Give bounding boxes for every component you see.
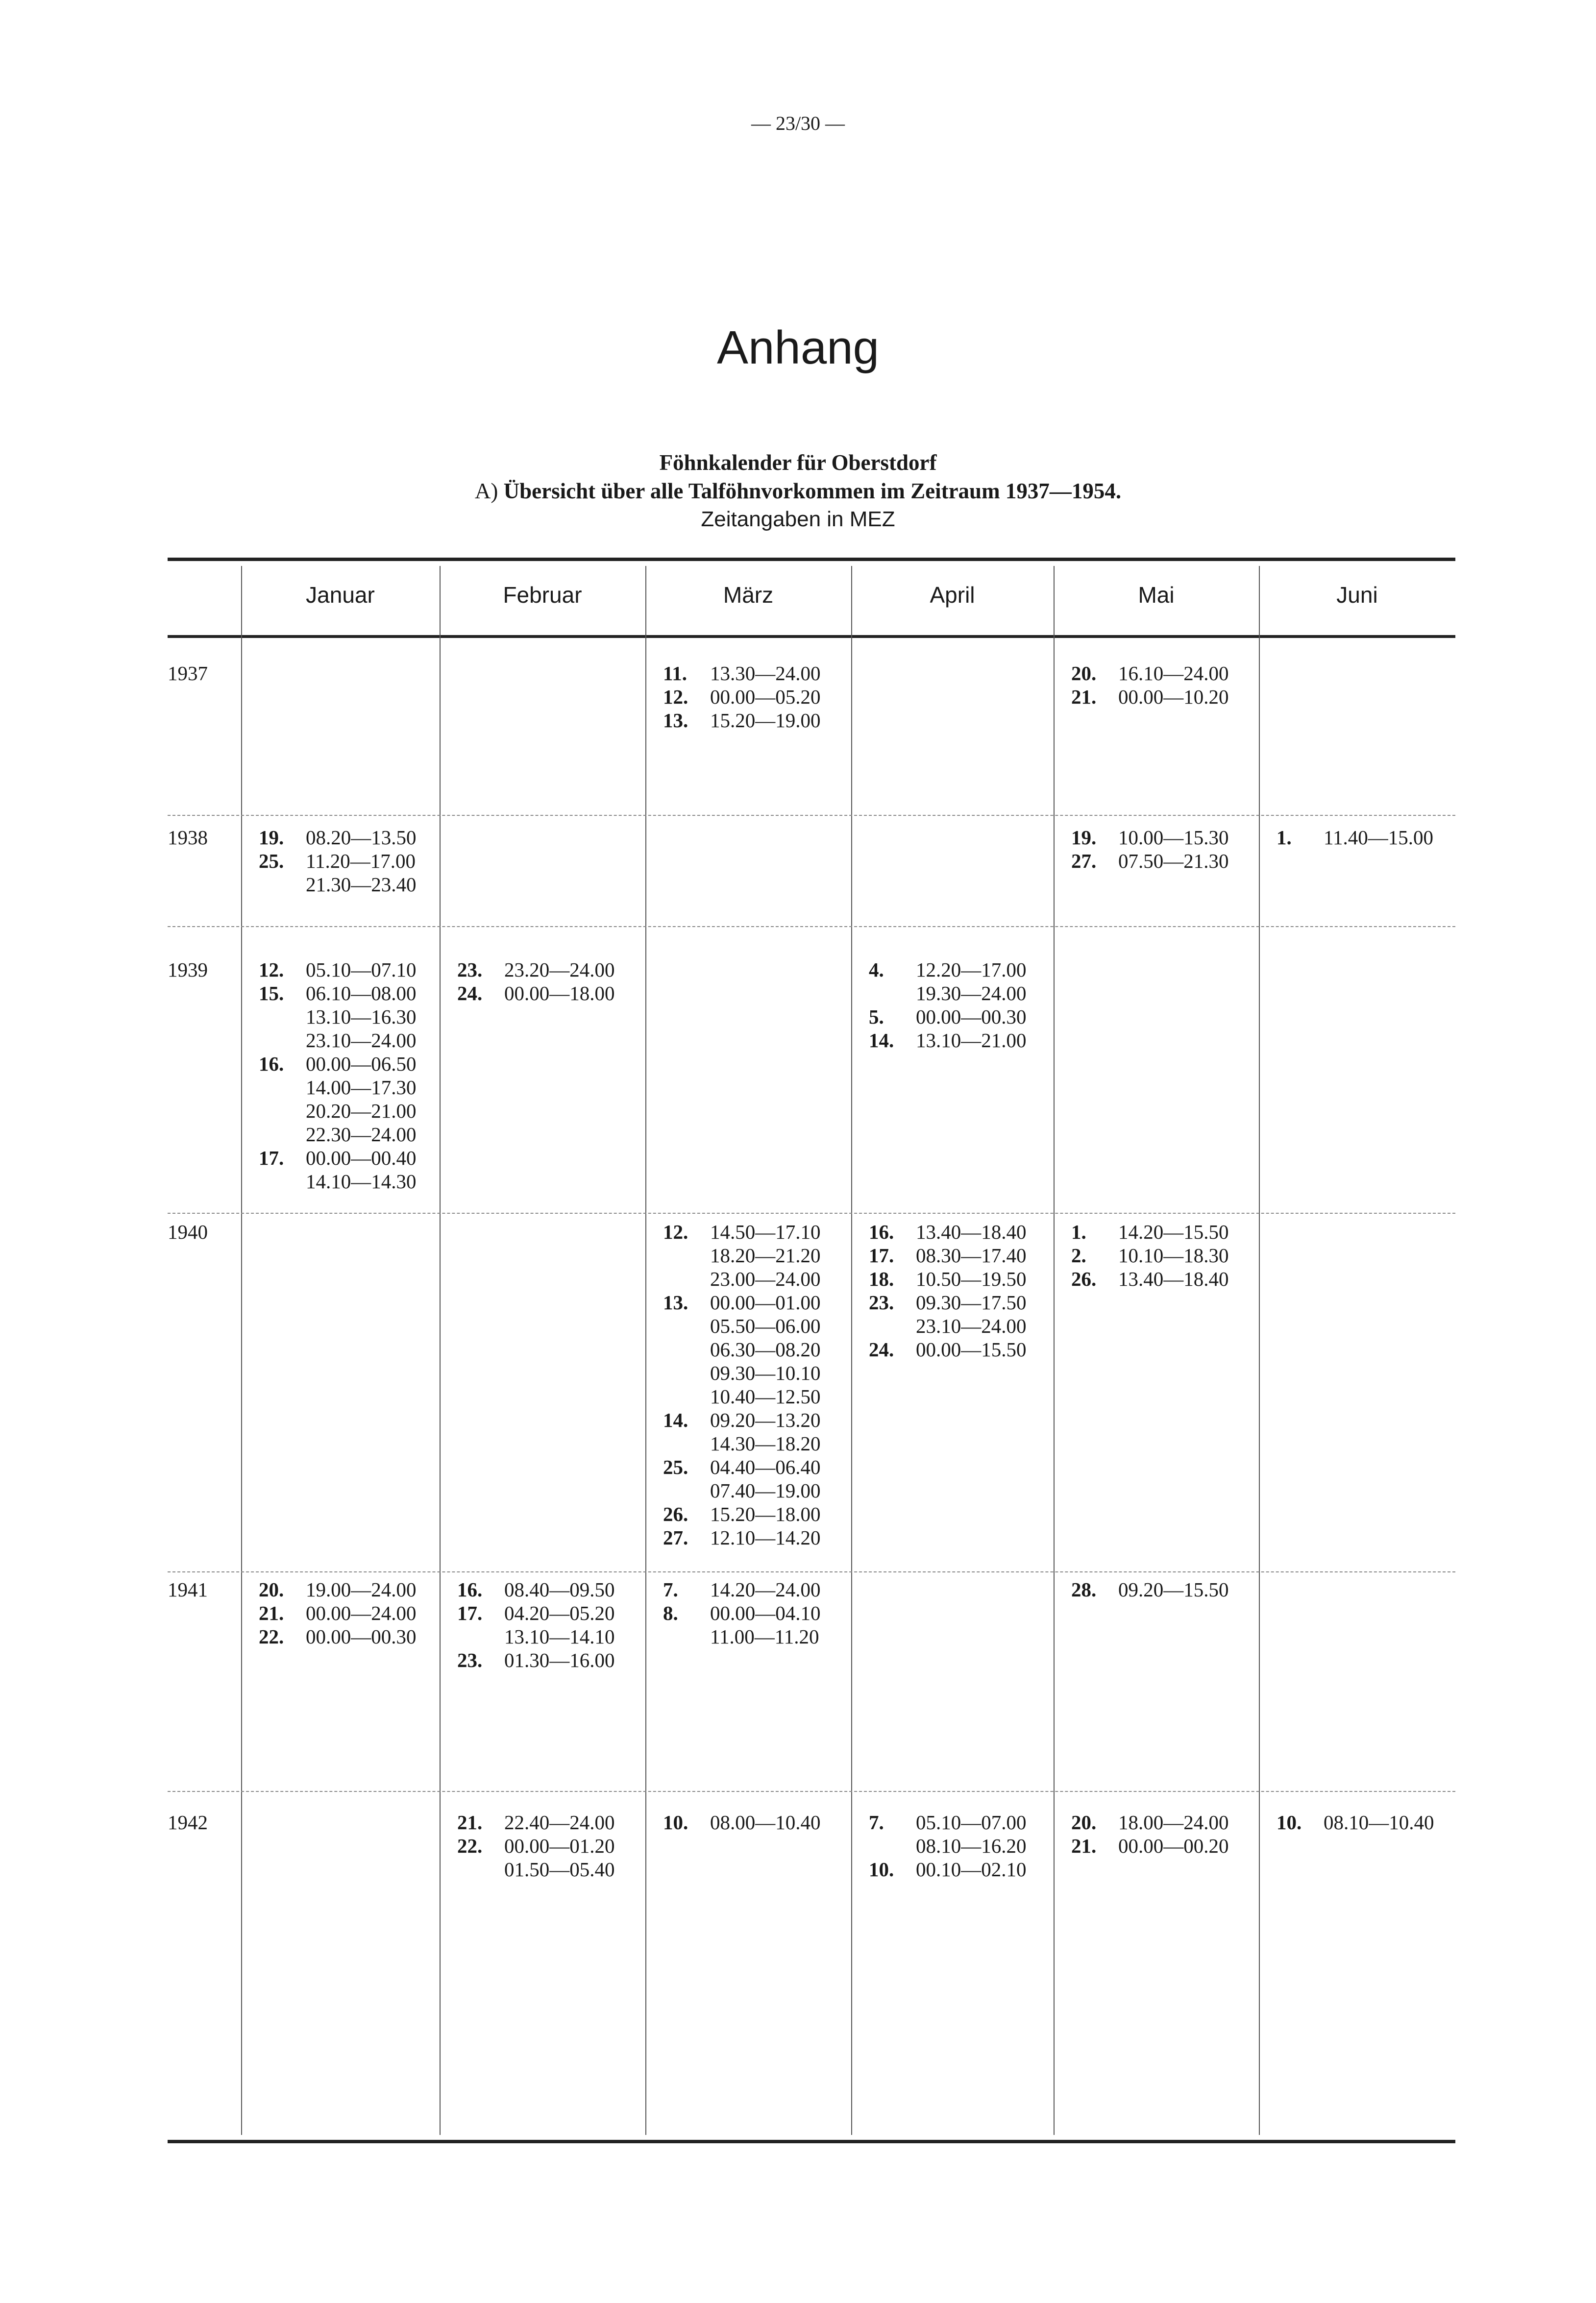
column-divider: [1054, 566, 1055, 2135]
event-day: 25.: [663, 1456, 688, 1478]
event-time-range: 13.40—18.40: [916, 1221, 1027, 1243]
calendar-cell: [869, 1811, 1047, 1881]
event-day: 14.: [869, 1029, 894, 1052]
event-time-range: 08.40—09.50: [504, 1578, 615, 1601]
calendar-cell: [1071, 1811, 1252, 1858]
event-day: 25.: [259, 850, 284, 872]
event-time-range: 07.40—19.00: [710, 1479, 821, 1502]
event-day: 2.: [1071, 1244, 1086, 1267]
event-day: 12.: [259, 958, 284, 981]
event-time-range: 14.00—17.30: [306, 1076, 417, 1099]
foehn-event: [869, 958, 1047, 981]
event-time-range: 08.30—17.40: [916, 1244, 1027, 1267]
calendar-cell: [869, 1220, 1047, 1361]
event-time-range: 14.20—15.50: [1118, 1221, 1229, 1243]
calendar-cell: [1277, 1811, 1449, 1834]
year-label: 1942: [168, 1811, 208, 1834]
event-time-range: 15.20—19.00: [710, 709, 821, 732]
year-row-separator: [168, 926, 1455, 927]
year-row-separator: [168, 1791, 1455, 1792]
event-day: 27.: [663, 1526, 688, 1549]
event-time-range: 12.10—14.20: [710, 1526, 821, 1549]
event-day: 26.: [1071, 1268, 1097, 1290]
event-time-range: 07.50—21.30: [1118, 850, 1229, 872]
event-day: 7.: [663, 1578, 678, 1601]
event-day: [663, 1385, 710, 1408]
event-time-range: 00.00—00.20: [1118, 1835, 1229, 1857]
event-day: [663, 1267, 710, 1291]
event-day: 24.: [869, 1338, 894, 1361]
foehn-event: [869, 1811, 1047, 1834]
event-time-range: 14.30—18.20: [710, 1432, 821, 1455]
foehn-event: [1071, 1834, 1252, 1858]
foehn-event: [1071, 1267, 1252, 1291]
event-time-range: 05.50—06.00: [710, 1315, 821, 1337]
foehn-event: [1071, 1220, 1252, 1244]
table-subtitle: [0, 477, 1596, 505]
foehn-event: [457, 1834, 638, 1858]
foehn-event: [869, 1267, 1047, 1291]
foehn-event: [663, 685, 844, 709]
foehn-event: [457, 958, 638, 981]
foehn-event: [869, 1244, 1047, 1267]
event-day: 20.: [1071, 662, 1097, 685]
event-day: 1.: [1277, 826, 1292, 849]
event-day: [259, 873, 306, 896]
foehn-event: [1071, 849, 1252, 873]
event-time-range: 06.10—08.00: [306, 982, 417, 1004]
event-time-range: 14.20—24.00: [710, 1578, 821, 1601]
event-time-range: 05.10—07.00: [916, 1811, 1027, 1834]
event-time-range: 10.50—19.50: [916, 1268, 1027, 1290]
foehn-event: [663, 1267, 844, 1291]
foehn-event: [259, 826, 433, 849]
event-day: [869, 1314, 916, 1338]
event-day: [869, 981, 916, 1005]
column-divider: [241, 566, 242, 2135]
foehn-event: [457, 1601, 638, 1625]
event-time-range: 00.00—00.30: [916, 1005, 1027, 1028]
event-day: [663, 1479, 710, 1502]
event-time-range: 13.30—24.00: [710, 662, 821, 685]
calendar-cell: [259, 958, 433, 1193]
calendar-cell: [1071, 1578, 1252, 1601]
event-day: 16.: [869, 1221, 894, 1243]
month-header-juni: Juni: [1336, 582, 1378, 608]
event-time-range: 09.20—15.50: [1118, 1578, 1229, 1601]
event-time-range: 23.00—24.00: [710, 1268, 821, 1290]
event-time-range: 01.30—16.00: [504, 1649, 615, 1671]
page-number: — 23/30 —: [751, 112, 845, 134]
foehn-event: [663, 662, 844, 685]
foehn-event: [869, 1858, 1047, 1881]
event-time-range: 19.30—24.00: [916, 982, 1027, 1004]
calendar-cell: [1071, 662, 1252, 709]
foehn-event: [259, 958, 433, 981]
event-time-range: 13.10—21.00: [916, 1029, 1027, 1052]
foehn-event: [259, 849, 433, 873]
calendar-cell: [457, 958, 638, 1005]
event-time-range: 11.20—17.00: [306, 850, 416, 872]
foehn-event: [259, 981, 433, 1005]
event-time-range: 09.30—10.10: [710, 1362, 821, 1384]
event-day: [663, 1625, 710, 1648]
foehn-event: [663, 1601, 844, 1625]
foehn-event: [259, 1029, 433, 1052]
event-day: 1.: [1071, 1221, 1086, 1243]
event-day: [663, 1314, 710, 1338]
event-time-range: 00.00—05.20: [710, 686, 821, 708]
foehn-event: [1071, 826, 1252, 849]
month-header-mai: Mai: [1138, 582, 1175, 608]
month-header-märz: März: [723, 582, 774, 608]
event-time-range: 05.10—07.10: [306, 958, 417, 981]
event-day: 10.: [869, 1858, 894, 1881]
foehn-event: [869, 1834, 1047, 1858]
month-header-februar: Februar: [503, 582, 582, 608]
event-day: 19.: [259, 826, 284, 849]
event-time-range: 23.10—24.00: [306, 1029, 417, 1052]
foehn-event: [457, 1578, 638, 1601]
foehn-event: [663, 1526, 844, 1549]
event-time-range: 00.00—01.20: [504, 1835, 615, 1857]
event-time-range: 18.20—21.20: [710, 1244, 821, 1267]
event-time-range: 00.00—00.30: [306, 1625, 417, 1648]
event-time-range: 18.00—24.00: [1118, 1811, 1229, 1834]
event-day: [259, 1029, 306, 1052]
foehn-event: [869, 1314, 1047, 1338]
event-time-range: 23.20—24.00: [504, 958, 615, 981]
foehn-event: [259, 1625, 433, 1648]
event-day: [663, 1361, 710, 1385]
foehn-event: [457, 1625, 638, 1648]
year-row-separator: [168, 1213, 1455, 1214]
event-day: 21.: [1071, 1835, 1097, 1857]
foehn-event: [663, 1385, 844, 1408]
event-day: 22.: [259, 1625, 284, 1648]
foehn-event: [663, 1244, 844, 1267]
calendar-cell: [1071, 826, 1252, 873]
foehn-event: [663, 1338, 844, 1361]
event-day: 21.: [457, 1811, 483, 1834]
event-time-range: 10.00—15.30: [1118, 826, 1229, 849]
event-day: 14.: [663, 1409, 688, 1431]
event-time-range: 09.30—17.50: [916, 1291, 1027, 1314]
event-day: 15.: [259, 982, 284, 1004]
foehn-event: [663, 1578, 844, 1601]
table-title: Föhnkalender für Oberstdorf: [659, 450, 937, 475]
event-day: [663, 1432, 710, 1455]
event-day: 11.: [663, 662, 687, 685]
foehn-event: [259, 873, 433, 896]
foehn-event: [869, 1220, 1047, 1244]
foehn-event: [663, 1314, 844, 1338]
calendar-cell: [663, 1811, 844, 1834]
event-day: [259, 1170, 306, 1193]
foehn-event: [1071, 685, 1252, 709]
event-day: [869, 1834, 916, 1858]
event-day: 27.: [1071, 850, 1097, 872]
event-time-range: 12.20—17.00: [916, 958, 1027, 981]
event-time-range: 16.10—24.00: [1118, 662, 1229, 685]
foehn-event: [457, 981, 638, 1005]
foehn-event: [869, 1291, 1047, 1314]
event-day: 21.: [1071, 686, 1097, 708]
event-time-range: 00.00—00.40: [306, 1147, 417, 1169]
foehn-event: [259, 1146, 433, 1170]
event-time-range: 14.50—17.10: [710, 1221, 821, 1243]
foehn-event: [663, 1455, 844, 1479]
event-day: 16.: [259, 1053, 284, 1075]
foehn-event: [1071, 662, 1252, 685]
event-day: 21.: [259, 1602, 284, 1624]
event-time-range: 08.10—16.20: [916, 1835, 1027, 1857]
event-day: 12.: [663, 686, 688, 708]
month-header-januar: Januar: [306, 582, 375, 608]
year-label: 1938: [168, 826, 208, 849]
foehn-event: [663, 1625, 844, 1648]
event-time-range: 19.00—24.00: [306, 1578, 417, 1601]
event-time-range: 00.00—01.00: [710, 1291, 821, 1314]
event-time-range: 11.40—15.00: [1324, 826, 1433, 849]
event-day: [663, 1244, 710, 1267]
foehn-event: [663, 1361, 844, 1385]
event-day: 13.: [663, 709, 688, 732]
event-day: 17.: [869, 1244, 894, 1267]
year-label: 1939: [168, 958, 208, 981]
foehn-event: [869, 981, 1047, 1005]
event-day: 10.: [663, 1811, 688, 1834]
foehn-event: [663, 1408, 844, 1432]
event-time-range: 00.00—24.00: [306, 1602, 417, 1624]
event-time-range: 23.10—24.00: [916, 1315, 1027, 1337]
calendar-cell: [1277, 826, 1449, 849]
foehn-event: [663, 1220, 844, 1244]
foehn-event: [1277, 826, 1449, 849]
event-time-range: 08.20—13.50: [306, 826, 417, 849]
event-time-range: 22.40—24.00: [504, 1811, 615, 1834]
year-label: 1940: [168, 1221, 208, 1243]
event-time-range: 04.20—05.20: [504, 1602, 615, 1624]
event-time-range: 22.30—24.00: [306, 1123, 417, 1146]
table-title-block: [0, 448, 1596, 534]
event-time-range: 11.00—11.20: [710, 1625, 819, 1648]
subtitle-prefix: A): [474, 479, 498, 503]
event-day: [259, 1076, 306, 1099]
calendar-cell: [869, 958, 1047, 1052]
event-time-range: 21.30—23.40: [306, 873, 417, 896]
event-time-range: 01.50—05.40: [504, 1858, 615, 1881]
event-time-range: 13.40—18.40: [1118, 1268, 1229, 1290]
foehn-event: [663, 1432, 844, 1455]
event-day: 7.: [869, 1811, 884, 1834]
foehn-event: [259, 1601, 433, 1625]
event-day: 26.: [663, 1503, 688, 1525]
event-day: 13.: [663, 1291, 688, 1314]
foehn-event: [663, 1291, 844, 1314]
event-time-range: 00.10—02.10: [916, 1858, 1027, 1881]
event-time-range: 00.00—15.50: [916, 1338, 1027, 1361]
foehn-event: [1277, 1811, 1449, 1834]
event-day: 19.: [1071, 826, 1097, 849]
event-time-range: 15.20—18.00: [710, 1503, 821, 1525]
event-time-range: 00.00—10.20: [1118, 686, 1229, 708]
event-day: [663, 1338, 710, 1361]
event-time-range: 20.20—21.00: [306, 1100, 417, 1122]
event-day: 24.: [457, 982, 483, 1004]
calendar-cell: [663, 662, 844, 732]
event-day: 18.: [869, 1268, 894, 1290]
event-time-range: 13.10—16.30: [306, 1005, 417, 1028]
foehn-event: [259, 1005, 433, 1029]
event-day: 17.: [457, 1602, 483, 1624]
foehn-event: [663, 709, 844, 732]
event-day: 22.: [457, 1835, 483, 1857]
calendar-cell: [663, 1578, 844, 1648]
column-divider: [851, 566, 852, 2135]
event-day: 8.: [663, 1602, 678, 1624]
header-rule: [168, 635, 1455, 638]
year-label: 1937: [168, 662, 208, 685]
foehn-event: [1071, 1811, 1252, 1834]
event-day: 5.: [869, 1005, 884, 1028]
foehn-event: [663, 1502, 844, 1526]
event-day: [259, 1005, 306, 1029]
event-time-range: 09.20—13.20: [710, 1409, 821, 1431]
foehn-event: [869, 1005, 1047, 1029]
event-time-range: 10.40—12.50: [710, 1385, 821, 1408]
event-day: 20.: [259, 1578, 284, 1601]
calendar-cell: [259, 826, 433, 896]
foehn-event: [457, 1648, 638, 1672]
foehn-event: [663, 1479, 844, 1502]
event-day: 23.: [457, 1649, 483, 1671]
foehn-event: [869, 1338, 1047, 1361]
event-day: 20.: [1071, 1811, 1097, 1834]
foehn-event: [869, 1029, 1047, 1052]
event-day: 23.: [869, 1291, 894, 1314]
year-label: 1941: [168, 1578, 208, 1601]
calendar-cell: [259, 1578, 433, 1648]
foehn-event: [259, 1578, 433, 1601]
foehn-event: [259, 1170, 433, 1193]
event-day: 16.: [457, 1578, 483, 1601]
calendar-cell: [457, 1578, 638, 1672]
event-day: [457, 1625, 504, 1648]
event-day: 12.: [663, 1221, 688, 1243]
event-day: 10.: [1277, 1811, 1302, 1834]
foehn-event: [1071, 1244, 1252, 1267]
subtitle-text: Übersicht über alle Talföhnvorkommen im Zeitraum 1937—1954.: [503, 479, 1122, 503]
event-time-range: 06.30—08.20: [710, 1338, 821, 1361]
month-header-april: April: [930, 582, 975, 608]
event-day: [259, 1099, 306, 1123]
event-day: 4.: [869, 958, 884, 981]
event-time-range: 08.00—10.40: [710, 1811, 821, 1834]
foehn-event: [457, 1858, 638, 1881]
event-day: 23.: [457, 958, 483, 981]
foehn-event: [457, 1811, 638, 1834]
column-divider: [440, 566, 441, 2135]
foehn-event: [1071, 1578, 1252, 1601]
event-day: 28.: [1071, 1578, 1097, 1601]
foehn-event: [259, 1099, 433, 1123]
foehn-calendar-table: [168, 558, 1455, 2143]
appendix-heading: Anhang: [717, 321, 879, 374]
time-zone-note: Zeitangaben in MEZ: [701, 507, 895, 531]
event-time-range: 04.40—06.40: [710, 1456, 821, 1478]
year-row-separator: [168, 1571, 1455, 1572]
event-day: [457, 1858, 504, 1881]
event-time-range: 13.10—14.10: [504, 1625, 615, 1648]
year-row-separator: [168, 815, 1455, 816]
foehn-event: [259, 1076, 433, 1099]
calendar-cell: [457, 1811, 638, 1881]
event-time-range: 00.00—04.10: [710, 1602, 821, 1624]
foehn-event: [663, 1811, 844, 1834]
event-time-range: 14.10—14.30: [306, 1170, 417, 1193]
event-day: 17.: [259, 1147, 284, 1169]
event-time-range: 10.10—18.30: [1118, 1244, 1229, 1267]
event-time-range: 00.00—06.50: [306, 1053, 417, 1075]
calendar-cell: [663, 1220, 844, 1549]
foehn-event: [259, 1123, 433, 1146]
event-day: [259, 1123, 306, 1146]
column-divider: [1259, 566, 1260, 2135]
calendar-cell: [1071, 1220, 1252, 1291]
column-divider: [645, 566, 646, 2135]
foehn-event: [259, 1052, 433, 1076]
event-time-range: 00.00—18.00: [504, 982, 615, 1004]
event-time-range: 08.10—10.40: [1324, 1811, 1434, 1834]
